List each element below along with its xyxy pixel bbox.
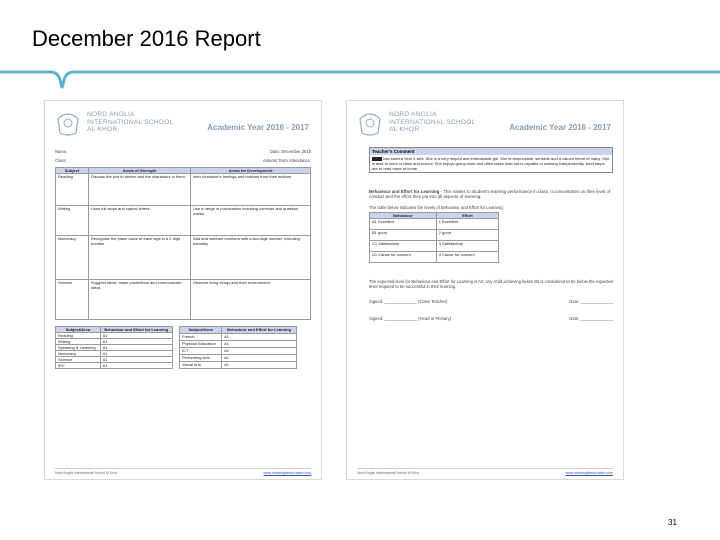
- grades-table-right: Subject/Area Behaviour and Effort for Learning French A1 Physical Education A1 ICT A1 Performing Arts A1 Visual Arts A1: [179, 326, 297, 369]
- school-crest-icon: [55, 109, 81, 137]
- report-page-1: [44, 100, 322, 480]
- date-label: Date: December 2016: [270, 149, 311, 154]
- grades-area: [55, 326, 311, 369]
- page-footer: Nord Anglia International School Al Khor www.nordangliaeducation.com: [357, 468, 613, 475]
- school-name: NORD ANGLIA INTERNATIONAL SCHOOL AL KHOR: [389, 111, 476, 134]
- subjects-table: Subject Areas of Strength Areas for Development Reading Discuss the plot in stories and the characters in them Infer character's feelings and motives from their actions Writing Uses full stops and capital letters Use a range of punctuation including commas and question marks Numeracy Recognise the place value of each digit in a 2 digit number Add and subtract numbers with a two-digit number, including mentally Science Suggest ideas, make predictions and communicate ideas Observe living things and their environment: [55, 167, 311, 320]
- grades-table-left: Subject/Area Behaviour and Effort for Learning Reading A1 Writing A1 Speaking & Listening A1 Numeracy A1 Science A1 IPC A1: [55, 326, 173, 369]
- report-page-2: [346, 100, 624, 480]
- academic-year: Academic Year 2016 - 2017: [509, 123, 611, 132]
- date-line-2: Date: ______________: [569, 316, 613, 321]
- teacher-comment-box: [369, 147, 613, 173]
- levels-table: Behaviour Effort A1 Excellent 1 Excellent B1 good 2 good C1 Satisfactory 3 Satisfactory D1 Cause for concern 4 Cause for concern: [369, 212, 499, 263]
- teacher-comment-text: has started Year 3 well. She is a very helpful and enthusiastic girl. She is responsible, sensible and a valued friend of many. She is able to work in class and school. She enjoys group work and often takes lead but is capable of working independently. Next steps are to read more at home.: [372, 156, 610, 171]
- signed-head: Signed: ______________ (Head of Primary): [369, 316, 452, 321]
- page-footer: Nord Anglia International School Al Khor www.nordangliaeducation.com: [55, 468, 311, 475]
- expected-level-text: The expected level for Behaviour and Effort for Learning is A2; any child achieving below B2 is considered to be below the expected level required to be successful in their learning.: [369, 279, 613, 289]
- school-name: NORD ANGLIA INTERNATIONAL SCHOOL AL KHOR: [87, 111, 174, 134]
- class-label: Class:: [55, 158, 67, 163]
- attendance-label: Autumn Term Attendance:: [262, 158, 311, 163]
- page-number: 31: [668, 518, 677, 527]
- behaviour-heading: Behaviour and Effort for Learning: [369, 189, 440, 194]
- behaviour-text: - This relates to student's learning performance in class. It concentrates on their level of conduct and the effort they put into all aspects of learning.: [369, 189, 611, 199]
- slide-title: December 2016 Report: [32, 26, 261, 51]
- name-label: Name:: [55, 149, 68, 154]
- academic-year: Academic Year 2016 - 2017: [207, 123, 309, 132]
- teacher-comment-title: Teacher's Comment: [370, 148, 612, 155]
- signed-teacher: Signed: ______________ (Class Teacher): [369, 299, 448, 304]
- date-line-1: Date: ______________: [569, 299, 613, 304]
- school-crest-icon: [357, 109, 383, 137]
- table-intro: The table below indicates the levels of Behaviour and Effort for Learning:: [369, 205, 504, 210]
